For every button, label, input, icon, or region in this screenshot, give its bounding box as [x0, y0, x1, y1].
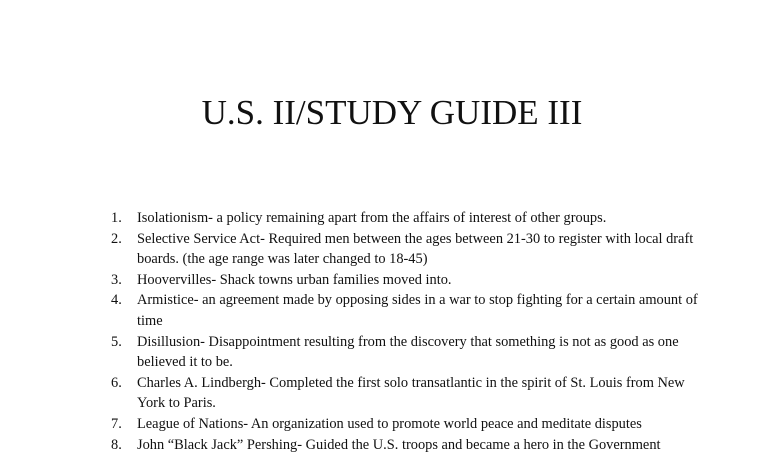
glossary-list: [111, 208, 701, 455]
list-item-number: 6.: [111, 374, 122, 391]
list-item-number: 7.: [111, 415, 122, 432]
list-item-text: Selective Service Act- Required men between the ages between 21-30 to register with local draft boards. (the age range was later changed to 18-45): [137, 230, 694, 268]
list-item-number: 1.: [111, 210, 122, 226]
list-item-text: Isolationism- a policy remaining apart from the affairs of interest of other groups.: [137, 210, 607, 226]
document-title: U.S. II/STUDY GUIDE III: [201, 93, 583, 132]
list-item-number: 2.: [111, 230, 122, 247]
list-item-number: 8.: [111, 436, 122, 453]
list-item: [111, 435, 701, 455]
list-item-number: 4.: [111, 292, 122, 309]
list-item-number: 5.: [111, 333, 122, 350]
list-item: [111, 229, 701, 270]
list-item-text: Armistice- an agreement made by opposing sides in a war to stop fighting for a certain amount of time: [137, 292, 698, 329]
list-item-text: Hoovervilles- Shack towns urban families moved into.: [137, 271, 452, 288]
list-item-text: League of Nations- An organization used to promote world peace and meditate disputes: [137, 415, 642, 432]
list-item: [111, 414, 701, 435]
list-item: [111, 332, 701, 373]
list-item: [111, 208, 701, 229]
list-item: [111, 290, 701, 331]
list-item-text: John “Black Jack” Pershing- Guided the U.S. troops and became a hero in the Government: [137, 436, 661, 453]
list-item-text: Charles A. Lindbergh- Completed the first solo transatlantic in the spirit of St. Louis from New York to Paris.: [137, 374, 685, 412]
list-item-text: Disillusion- Disappointment resulting from the discovery that something is not as good as one believed it to be.: [137, 333, 679, 371]
list-item-number: 3.: [111, 271, 122, 288]
list-item: [111, 373, 701, 414]
list-item: [111, 270, 701, 291]
